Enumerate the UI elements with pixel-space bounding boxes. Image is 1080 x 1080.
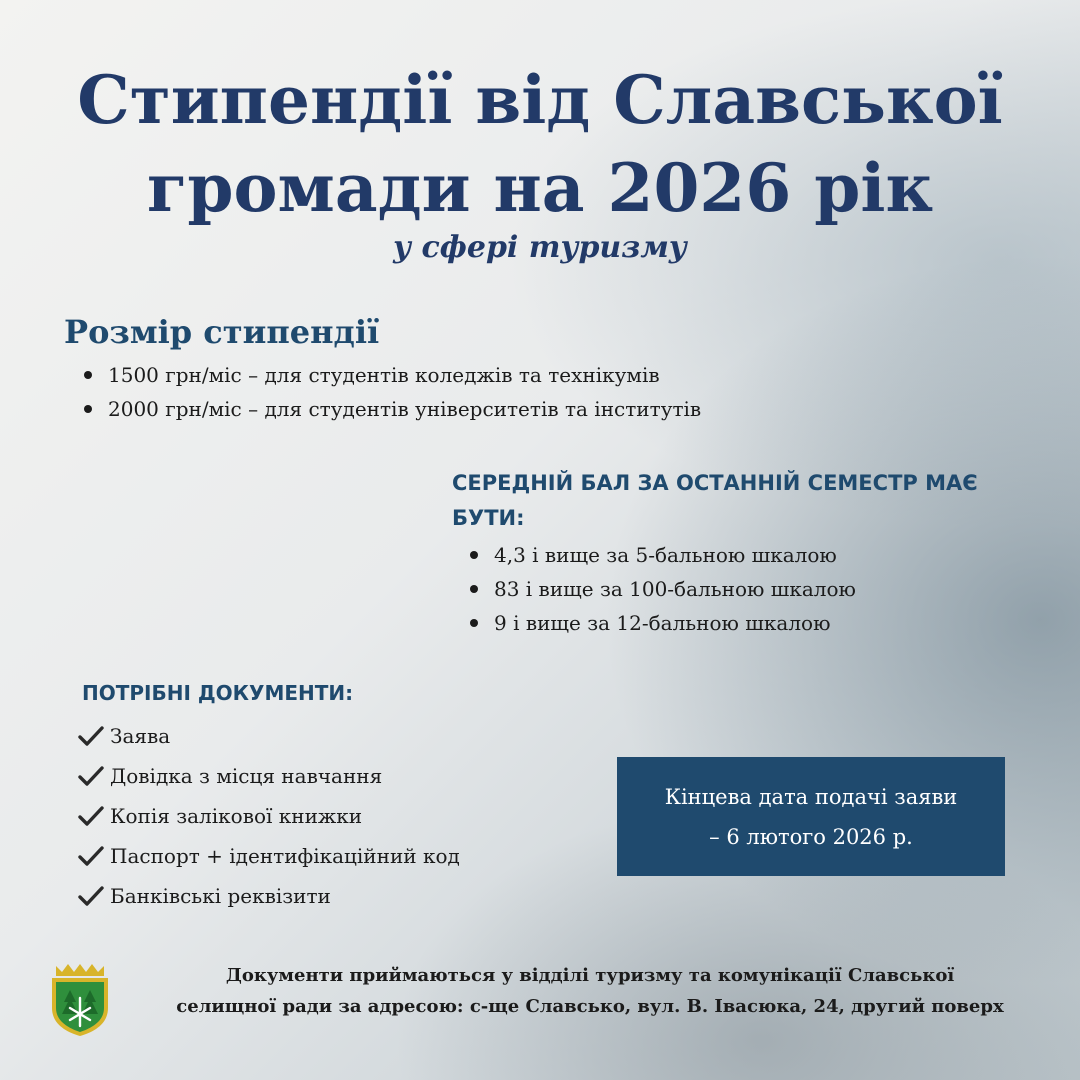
- list-item: [78, 756, 460, 796]
- document-label: Копія залікової книжки: [110, 804, 363, 828]
- list-item: 9 і вище за 12-бальною шкалою: [466, 606, 856, 640]
- title-line-2: громади на 2026 рік: [146, 149, 934, 227]
- checkmark-icon: [78, 885, 104, 907]
- scholarship-size-heading: Розмір стипендії: [64, 313, 380, 351]
- checkmark-icon: [78, 725, 104, 747]
- documents-heading: ПОТРІБНІ ДОКУМЕНТИ:: [82, 681, 354, 705]
- deadline-box: [617, 757, 1005, 876]
- list-item: [78, 796, 460, 836]
- grade-requirements-heading: [452, 466, 1052, 536]
- list-item: 1500 грн/міс – для студентів коледжів та технікумів: [80, 358, 701, 392]
- title-line-1: Стипендії від Славської: [77, 61, 1003, 139]
- checkmark-icon: [78, 845, 104, 867]
- list-item: [78, 716, 460, 756]
- scholarship-size-list: [80, 358, 701, 426]
- list-item: 4,3 і вище за 5-бальною шкалою: [466, 538, 856, 572]
- footer-line-1: Документи приймаються у відділі туризму та комунікації Славської: [225, 965, 955, 986]
- documents-list: [78, 716, 460, 916]
- footer-address: [140, 960, 1040, 1022]
- footer-line-2: селищної ради за адресою: с-ще Славсько, вул. В. Івасюка, 24, другий поверх: [176, 996, 1004, 1017]
- grade-heading-line-2: БУТИ:: [452, 506, 525, 530]
- deadline-line-1: Кінцева дата подачі заяви: [664, 784, 958, 809]
- deadline-line-2: – 6 лютого 2026 р.: [709, 824, 913, 849]
- page-subtitle: у сфері туризму: [393, 230, 687, 265]
- grade-requirements-list: [466, 538, 856, 640]
- document-label: Паспорт + ідентифікаційний код: [110, 844, 460, 868]
- document-label: Банківські реквізити: [110, 884, 331, 908]
- page-title: [0, 56, 1080, 232]
- grade-heading-line-1: СЕРЕДНІЙ БАЛ ЗА ОСТАННІЙ СЕМЕСТР МАЄ: [452, 471, 978, 495]
- list-item: 2000 грн/міс – для студентів університетів та інститутів: [80, 392, 701, 426]
- list-item: 83 і вище за 100-бальною шкалою: [466, 572, 856, 606]
- checkmark-icon: [78, 765, 104, 787]
- list-item: [78, 836, 460, 876]
- document-label: Заява: [110, 724, 171, 748]
- checkmark-icon: [78, 805, 104, 827]
- document-label: Довідка з місця навчання: [110, 764, 383, 788]
- list-item: [78, 876, 460, 916]
- coat-of-arms-icon: [46, 962, 114, 1038]
